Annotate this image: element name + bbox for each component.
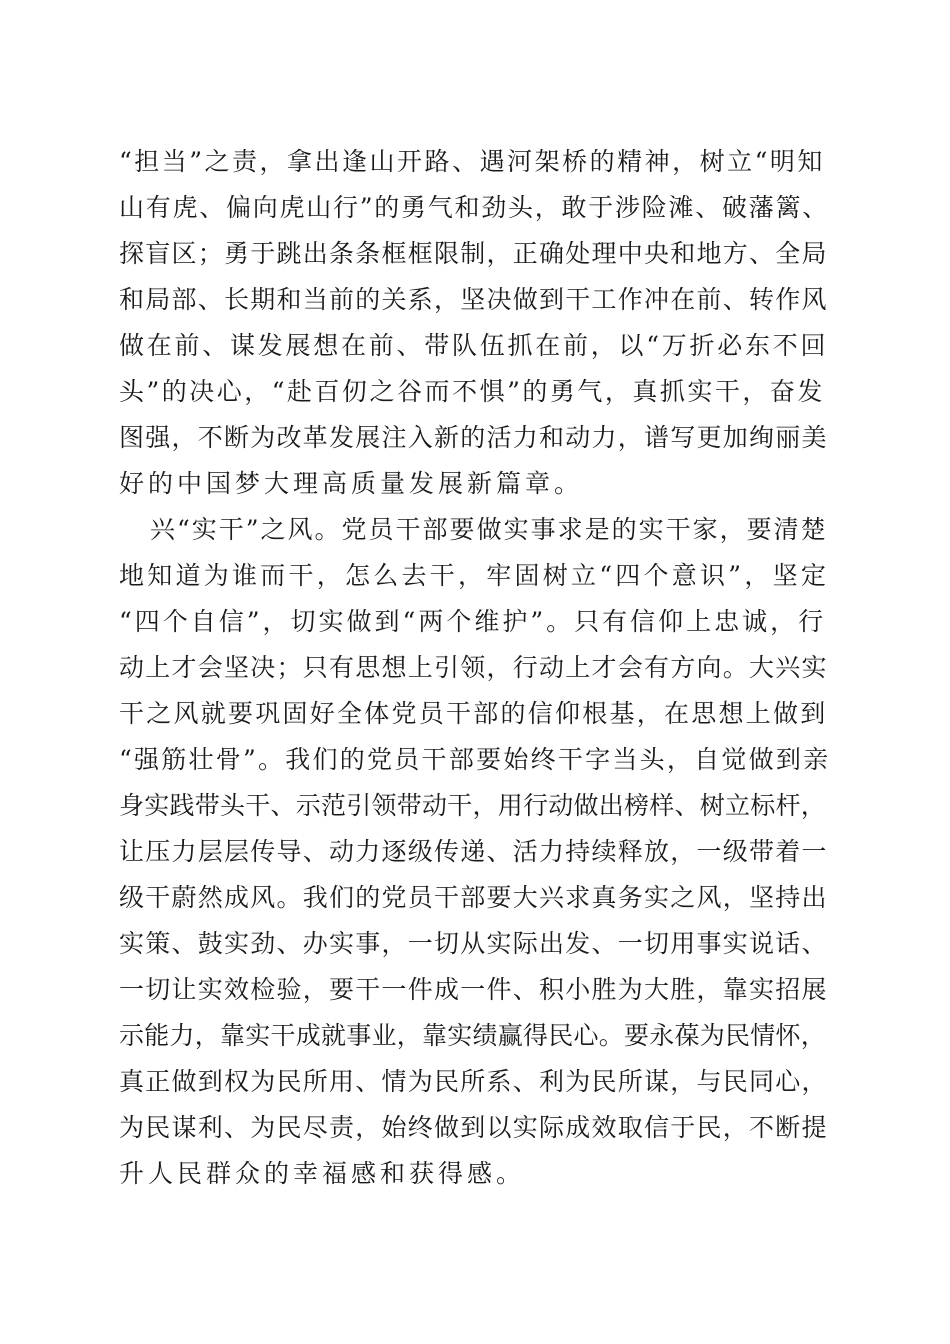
paragraph-2-line-9: 级干蔚然成风。我们的党员干部要大兴求真务实之风，坚持出 [119,883,828,912]
paragraph-2-line-14: 为民谋利、为民尽责，始终做到以实际成效取信于民，不断提 [119,1113,828,1142]
paragraph-1-line-4: 和局部、长期和当前的关系，坚决做到干工作冲在前、转作风 [119,285,828,314]
paragraph-2-line-12: 示能力，靠实干成就事业，靠实绩赢得民心。要永葆为民情怀， [119,1021,827,1050]
paragraph-1-line-1: “担当”之责，拿出逢山开路、遇河架桥的精神，树立“明知 [119,147,825,176]
paragraph-1-line-2: 山有虎、偏向虎山行”的勇气和劲头，敢于涉险滩、破藩篱、 [119,193,830,222]
paragraph-2-line-7: 身实践带头干、示范引领带动干，用行动做出榜样、树立标杆， [119,791,827,820]
paragraph-2-line-2: 地知道为谁而干，怎么去干，牢固树立“四个意识”，坚定 [119,561,830,590]
paragraph-2-line-8: 让压力层层传导、动力逐级传递、活力持续释放，一级带着一 [119,837,828,866]
paragraph-2-line-13: 真正做到权为民所用、情为民所系、利为民所谋，与民同心， [119,1067,828,1096]
paragraph-2-line-10: 实策、鼓实劲、办实事，一切从实际出发、一切用事实说话、 [119,929,828,958]
paragraph-1-line-3: 探盲区；勇于跳出条条框框限制，正确处理中央和地方、全局 [119,239,828,268]
paragraph-2-line-6: “强筋壮骨”。我们的党员干部要始终干字当头，自觉做到亲 [119,745,831,774]
paragraph-2-line-3: “四个自信”，切实做到“两个维护”。只有信仰上忠诚，行 [119,607,827,636]
paragraph-2-line-5: 干之风就要巩固好全体党员干部的信仰根基，在思想上做到 [119,699,828,728]
paragraph-1-line-8: 好的中国梦大理高质量发展新篇章。 [119,469,584,498]
paragraph-2-line-15: 升人民群众的幸福感和获得感。 [119,1159,526,1188]
paragraph-2-line-1: 兴“实干”之风。党员干部要做实事求是的实干家，要清楚 [150,515,828,544]
paragraph-1-line-5: 做在前、谋发展想在前、带队伍抓在前，以“万折必东不回 [119,331,829,360]
paragraph-1-line-7: 图强，不断为改革发展注入新的活力和动力，谱写更加绚丽美 [119,423,828,452]
paragraph-2-line-4: 动上才会坚决；只有思想上引领，行动上才会有方向。大兴实 [119,653,828,682]
paragraph-2-line-11: 一切让实效检验，要干一件成一件、积小胜为大胜，靠实招展 [119,975,828,1004]
paragraph-1-line-6: 头”的决心，“赴百仞之谷而不惧”的勇气，真抓实干，奋发 [119,377,825,406]
